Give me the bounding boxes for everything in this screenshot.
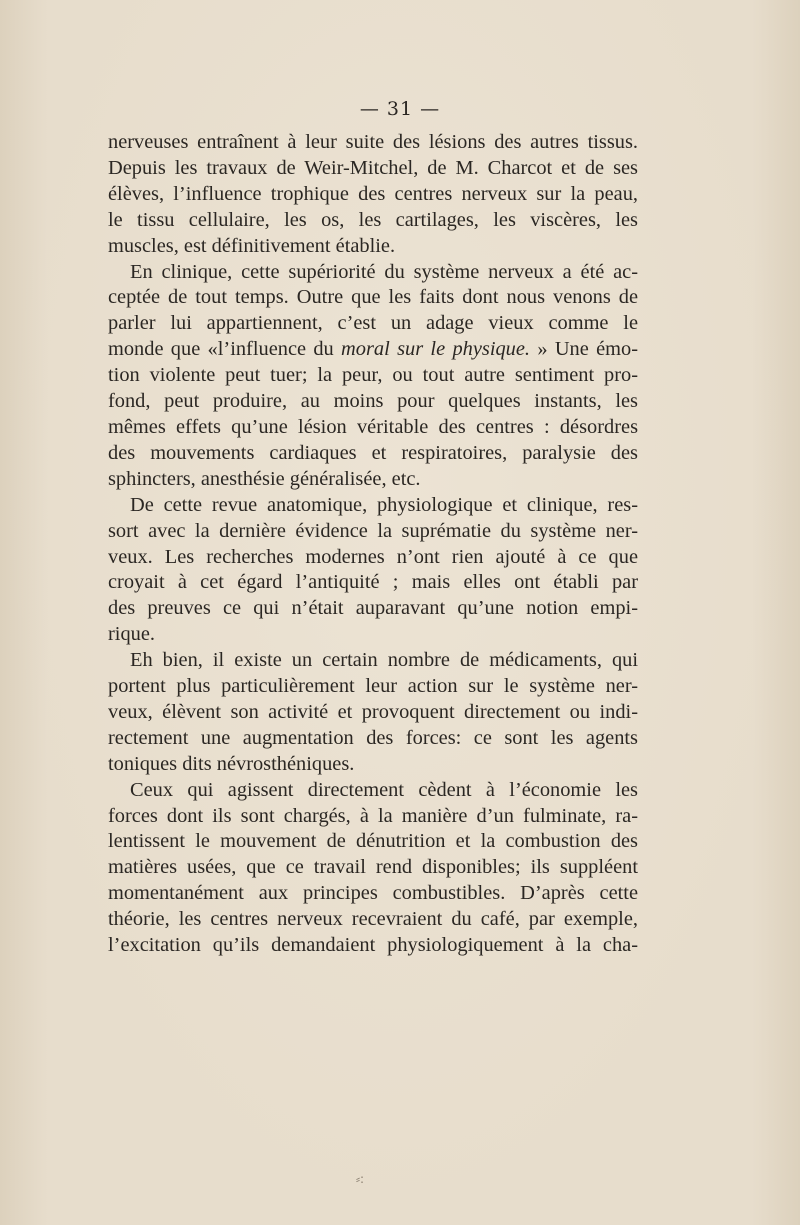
- text-line: tion violente peut tuer; la peur, ou tout autre sentiment pro-: [108, 364, 638, 387]
- printer-mark: ⸗:: [356, 1172, 365, 1186]
- text-line: l’excitation qu’ils demandaient physiologiquement à la cha-: [108, 934, 638, 957]
- text-line: rique.: [108, 623, 155, 646]
- text-line: matières usées, que ce travail rend disponibles; ils suppléent: [108, 856, 638, 879]
- page-number: — 31 —: [359, 98, 441, 120]
- body-text: [108, 130, 638, 959]
- text-line: Depuis les travaux de Weir-Mitchel, de M. Charcot et de ses: [108, 156, 638, 179]
- text-line: théorie, les centres nerveux recevraient du café, par exemple,: [108, 908, 638, 931]
- text-line: sort avec la dernière évidence la suprématie du système ner-: [108, 519, 638, 542]
- text-line: croyait à cet égard l’antiquité ; mais elles ont établi par: [108, 571, 638, 594]
- italic-phrase: moral sur le physique.: [341, 338, 531, 361]
- text-segment: » Une émo-: [530, 338, 638, 361]
- text-line: des preuves ce qui n’était auparavant qu’une notion empi-: [108, 597, 638, 620]
- text-line: sphincters, anesthésie généralisée, etc.: [108, 467, 421, 490]
- text-line-mixed: [108, 337, 638, 363]
- text-line: En clinique, cette supériorité du système nerveux a été ac-: [130, 260, 638, 283]
- text-line: des mouvements cardiaques et respiratoires, paralysie des: [108, 441, 638, 464]
- text-line: forces dont ils sont chargés, à la manière d’un fulminate, ra-: [108, 804, 638, 827]
- text-line: le tissu cellulaire, les os, les cartilages, les viscères, les: [108, 208, 638, 231]
- text-line: portent plus particulièrement leur action sur le système ner-: [108, 675, 638, 698]
- text-line: muscles, est définitivement établie.: [108, 234, 396, 257]
- text-line: élèves, l’influence trophique des centres nerveux sur la peau,: [108, 182, 638, 205]
- text-line: toniques dits névrosthéniques.: [108, 752, 355, 775]
- text-segment: monde que «l’influence du: [108, 338, 342, 361]
- text-line: ceptée de tout temps. Outre que les faits dont nous venons de: [108, 286, 638, 309]
- text-line: veux, élèvent son activité et provoquent directement ou indi-: [108, 700, 638, 723]
- text-line: veux. Les recherches modernes n’ont rien ajouté à ce que: [108, 545, 638, 568]
- text-line: lentissent le mouvement de dénutrition et la combustion des: [108, 830, 638, 853]
- text-line: Eh bien, il existe un certain nombre de médicaments, qui: [130, 649, 638, 672]
- text-line: nerveuses entraînent à leur suite des lésions des autres tissus.: [108, 131, 638, 153]
- text-line: rectement une augmentation des forces: ce sont les agents: [108, 726, 638, 749]
- text-line: mêmes effets qu’une lésion véritable des centres : désordres: [108, 415, 638, 438]
- text-line: Ceux qui agissent directement cèdent à l’économie les: [130, 778, 638, 801]
- text-line: fond, peut produire, au moins pour quelques instants, les: [108, 390, 638, 413]
- text-line: De cette revue anatomique, physiologique et clinique, res-: [130, 493, 638, 516]
- text-line: momentanément aux principes combustibles. D’après cette: [108, 882, 638, 905]
- text-line: parler lui appartiennent, c’est un adage vieux comme le: [108, 312, 638, 335]
